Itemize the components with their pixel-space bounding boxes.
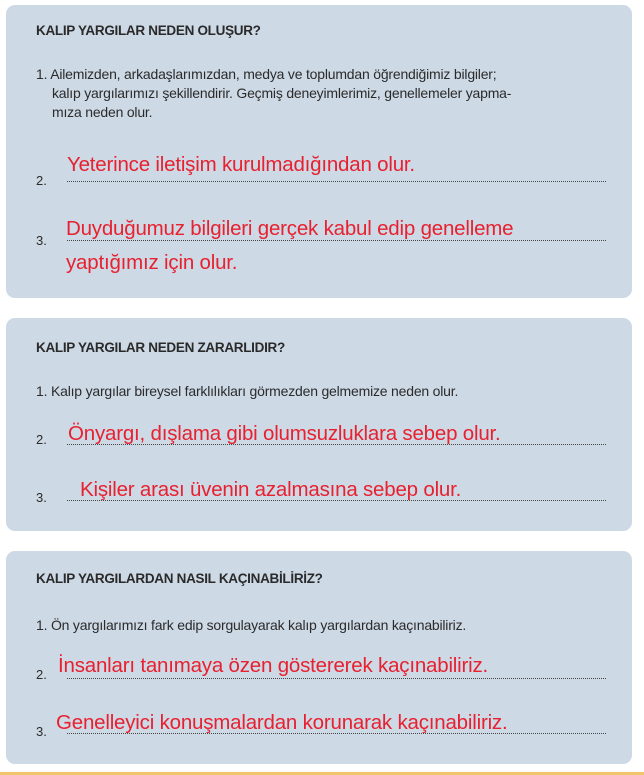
item-3-answer: Kişiler arası üvenin azalmasına sebep olur.	[80, 478, 462, 501]
item-3-answer-line-1: Duyduğumuz bilgileri gerçek kabul edip genelleme	[66, 217, 514, 240]
item-3-number: 3.	[36, 490, 47, 505]
item-3-number: 3.	[36, 233, 47, 248]
item-2-number: 2.	[36, 432, 47, 447]
section-title: KALIP YARGILAR NEDEN ZARARLIDIR?	[36, 340, 285, 355]
section-title: KALIP YARGILARDAN NASIL KAÇINABİLİRİZ?	[36, 571, 323, 586]
item-1-text: 1. Kalıp yargılar bireysel farklılıkları görmezden gelmemize neden olur.	[36, 383, 459, 399]
item-1-text	[36, 65, 616, 122]
item-1-text: 1. Ön yargılarımızı fark edip sorgulayarak kalıp yargılardan kaçınabiliriz.	[36, 617, 467, 633]
item-2-answer: İnsanları tanımaya özen göstererek kaçınabiliriz.	[58, 654, 489, 677]
item-1-line-2: kalıp yargılarımızı şekillendirir. Geçmiş deneyimlerimiz, genellemeler yapma-	[52, 85, 512, 101]
section-title: KALIP YARGILAR NEDEN OLUŞUR?	[36, 23, 261, 38]
section-card-why-form	[6, 5, 632, 298]
section-card-why-harmful	[6, 318, 632, 531]
item-3-answer-line-2: yaptığımız için olur.	[66, 251, 238, 274]
item-2-answer: Yeterince iletişim kurulmadığından olur.	[67, 153, 415, 176]
item-3-number: 3.	[36, 724, 47, 739]
item-2-number: 2.	[36, 667, 47, 682]
item-2-answer: Önyargı, dışlama gibi olumsuzluklara sebep olur.	[68, 422, 501, 445]
item-2-answer-line	[67, 678, 606, 679]
section-card-how-avoid	[6, 551, 632, 764]
item-2-number: 2.	[36, 173, 47, 188]
item-3-answer: Genelleyici konuşmalardan korunarak kaçınabiliriz.	[56, 711, 508, 734]
item-2-answer-line	[67, 181, 606, 182]
item-1-line-1: 1. Ailemizden, arkadaşlarımızdan, medya ve toplumdan öğrendiğimiz bilgiler;	[36, 66, 497, 82]
item-1-line-3: mıza neden olur.	[52, 104, 153, 120]
